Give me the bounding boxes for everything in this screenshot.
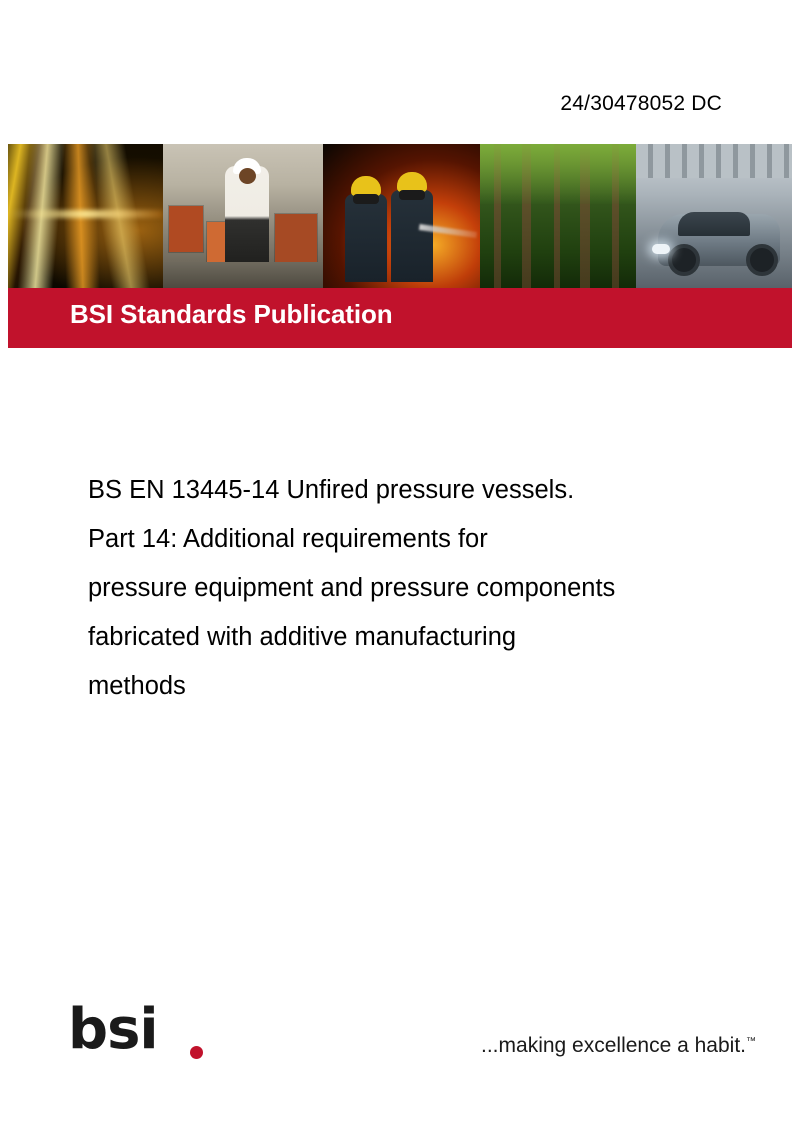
warehouse-box xyxy=(275,214,317,266)
firefighter-figure xyxy=(391,190,433,282)
firefighter-mask xyxy=(399,190,425,200)
trademark-symbol: ™ xyxy=(746,1036,756,1047)
warehouse-floor xyxy=(163,262,323,288)
light-trails-photo xyxy=(8,144,163,288)
warehouse-box xyxy=(169,206,203,252)
bsi-logo-text: bsi xyxy=(68,997,158,1062)
worker-head xyxy=(239,168,256,184)
car-wheel xyxy=(668,244,700,276)
title-line: pressure equipment and pressure components xyxy=(88,574,616,602)
forest-canopy xyxy=(480,144,636,204)
document-reference-number: 24/30478052 DC xyxy=(560,92,722,115)
car-headlight xyxy=(652,244,670,254)
page-title xyxy=(88,466,788,711)
title-line: fabricated with additive manufacturing xyxy=(88,623,517,651)
publication-red-bar xyxy=(8,288,792,348)
title-line: Part 14: Additional requirements for xyxy=(88,525,488,553)
firefighter-mask xyxy=(353,194,379,204)
bsi-logo xyxy=(68,997,218,1064)
cover-banner xyxy=(8,144,792,348)
car-wheel xyxy=(746,244,778,276)
warehouse-worker-photo xyxy=(163,144,323,288)
firefighter-helmet xyxy=(397,172,427,192)
forest-photo xyxy=(480,144,636,288)
car-factory-photo xyxy=(636,144,792,288)
car-window xyxy=(678,212,750,236)
tagline-text: ...making excellence a habit. xyxy=(481,1034,746,1057)
title-line: BS EN 13445-14 Unfired pressure vessels. xyxy=(88,476,575,504)
banner-photo-strip xyxy=(8,144,792,288)
publication-banner-label: BSI Standards Publication xyxy=(70,299,393,329)
firefighter-helmet xyxy=(351,176,381,196)
firefighter-figure xyxy=(345,194,387,282)
firefighters-photo xyxy=(323,144,480,288)
factory-ceiling xyxy=(636,144,792,178)
bsi-logo-dot xyxy=(190,1046,203,1059)
title-line: methods xyxy=(88,672,186,700)
bsi-tagline xyxy=(481,1034,756,1058)
